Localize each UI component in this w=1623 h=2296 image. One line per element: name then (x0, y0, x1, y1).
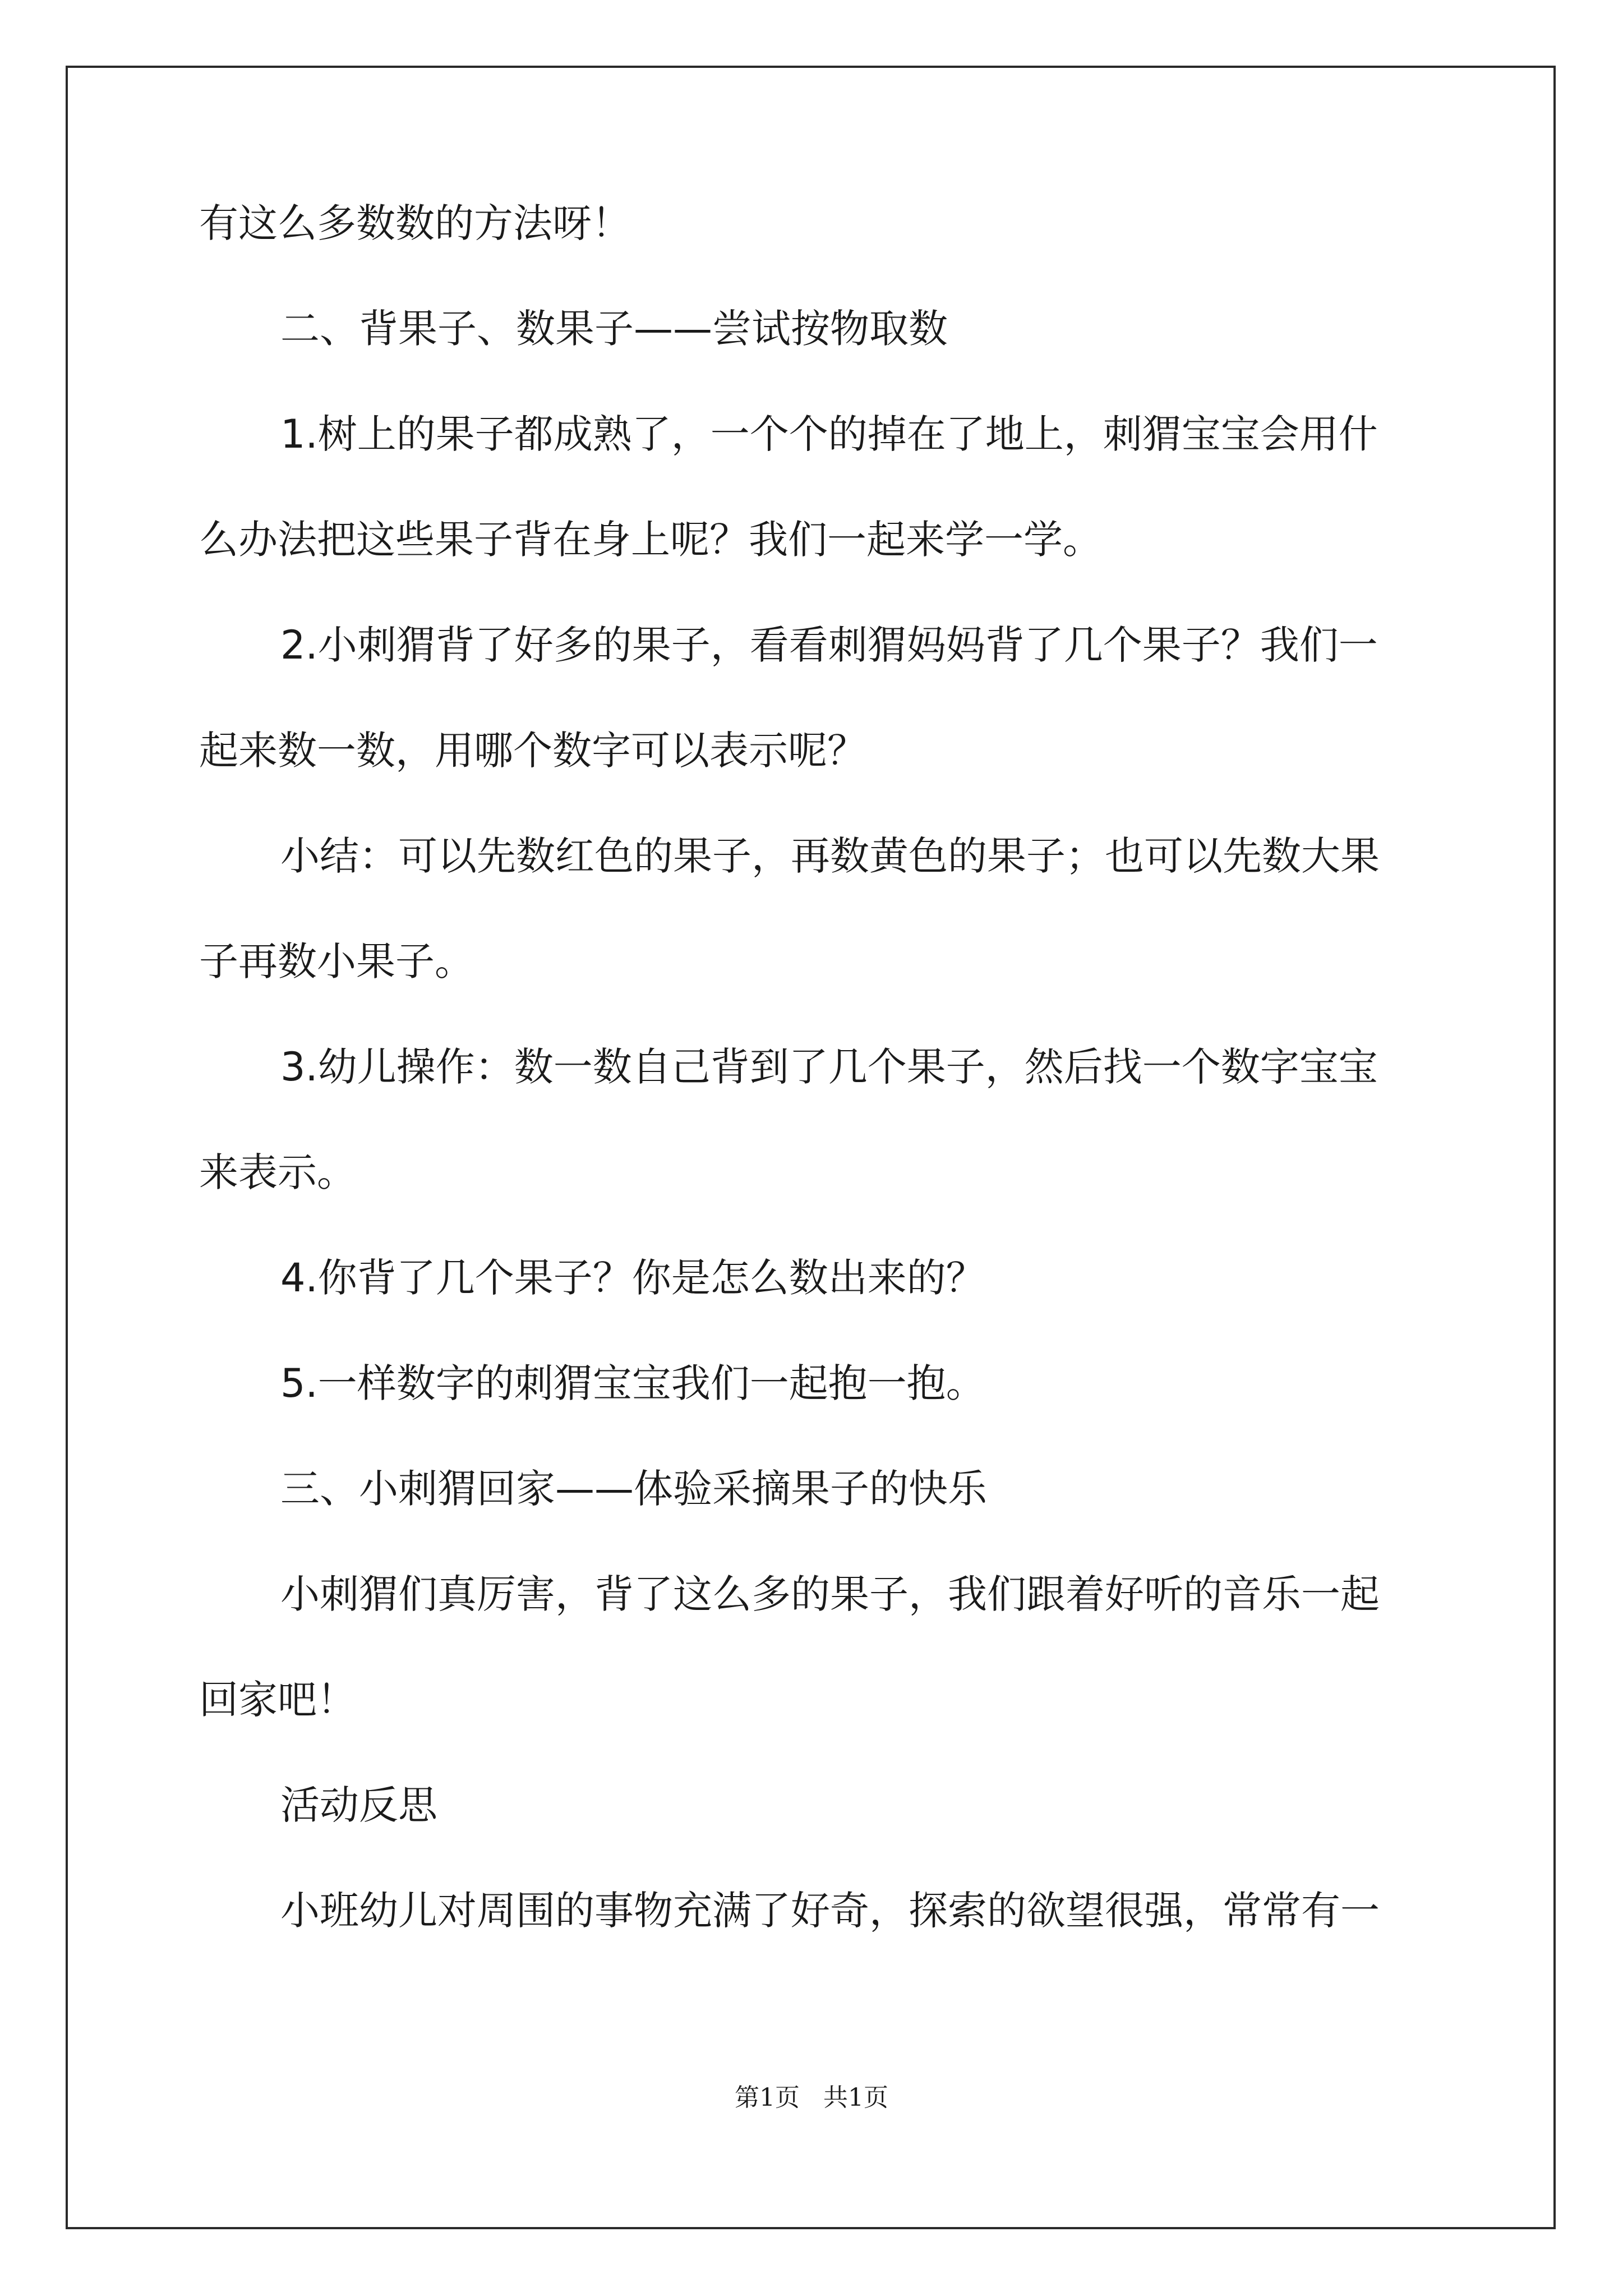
text-line: 2.小刺猬背了好多的果子，看看刺猬妈妈背了几个果子？我们一 (280, 622, 1378, 668)
text-line: 么办法把这些果子背在身上呢？我们一起来学一学。 (199, 517, 1102, 563)
text-line: 5.一样数字的刺猬宝宝我们一起抱一抱。 (280, 1360, 985, 1406)
text-line: 来表示。 (199, 1149, 356, 1195)
text-line: 3.幼儿操作：数一数自己背到了几个果子，然后找一个数字宝宝 (280, 1044, 1378, 1090)
text-line: 小刺猬们真厉害，背了这么多的果子，我们跟着好听的音乐一起 (280, 1571, 1380, 1617)
section-heading: 二、背果子、数果子——尝试按物取数 (280, 306, 948, 352)
section-heading: 三、小刺猬回家——体验采摘果子的快乐 (280, 1466, 987, 1512)
page-number-footer: 第1页 共1页 (735, 2083, 888, 2112)
text-line: 小结：可以先数红色的果子，再数黄色的果子；也可以先数大果 (280, 833, 1380, 879)
text-line: 回家吧！ (199, 1677, 356, 1723)
text-line: 子再数小果子。 (199, 938, 474, 984)
section-heading: 活动反思 (280, 1782, 437, 1828)
text-line: 1.树上的果子都成熟了，一个个的掉在了地上，刺猬宝宝会用什 (280, 411, 1378, 457)
text-line: 小班幼儿对周围的事物充满了好奇，探索的欲望很强，常常有一 (280, 1888, 1380, 1934)
text-line: 起来数一数，用哪个数字可以表示呢？ (199, 728, 866, 774)
text-line: 4.你背了几个果子？你是怎么数出来的？ (280, 1255, 985, 1301)
text-line: 有这么多数数的方法呀！ (199, 200, 631, 246)
